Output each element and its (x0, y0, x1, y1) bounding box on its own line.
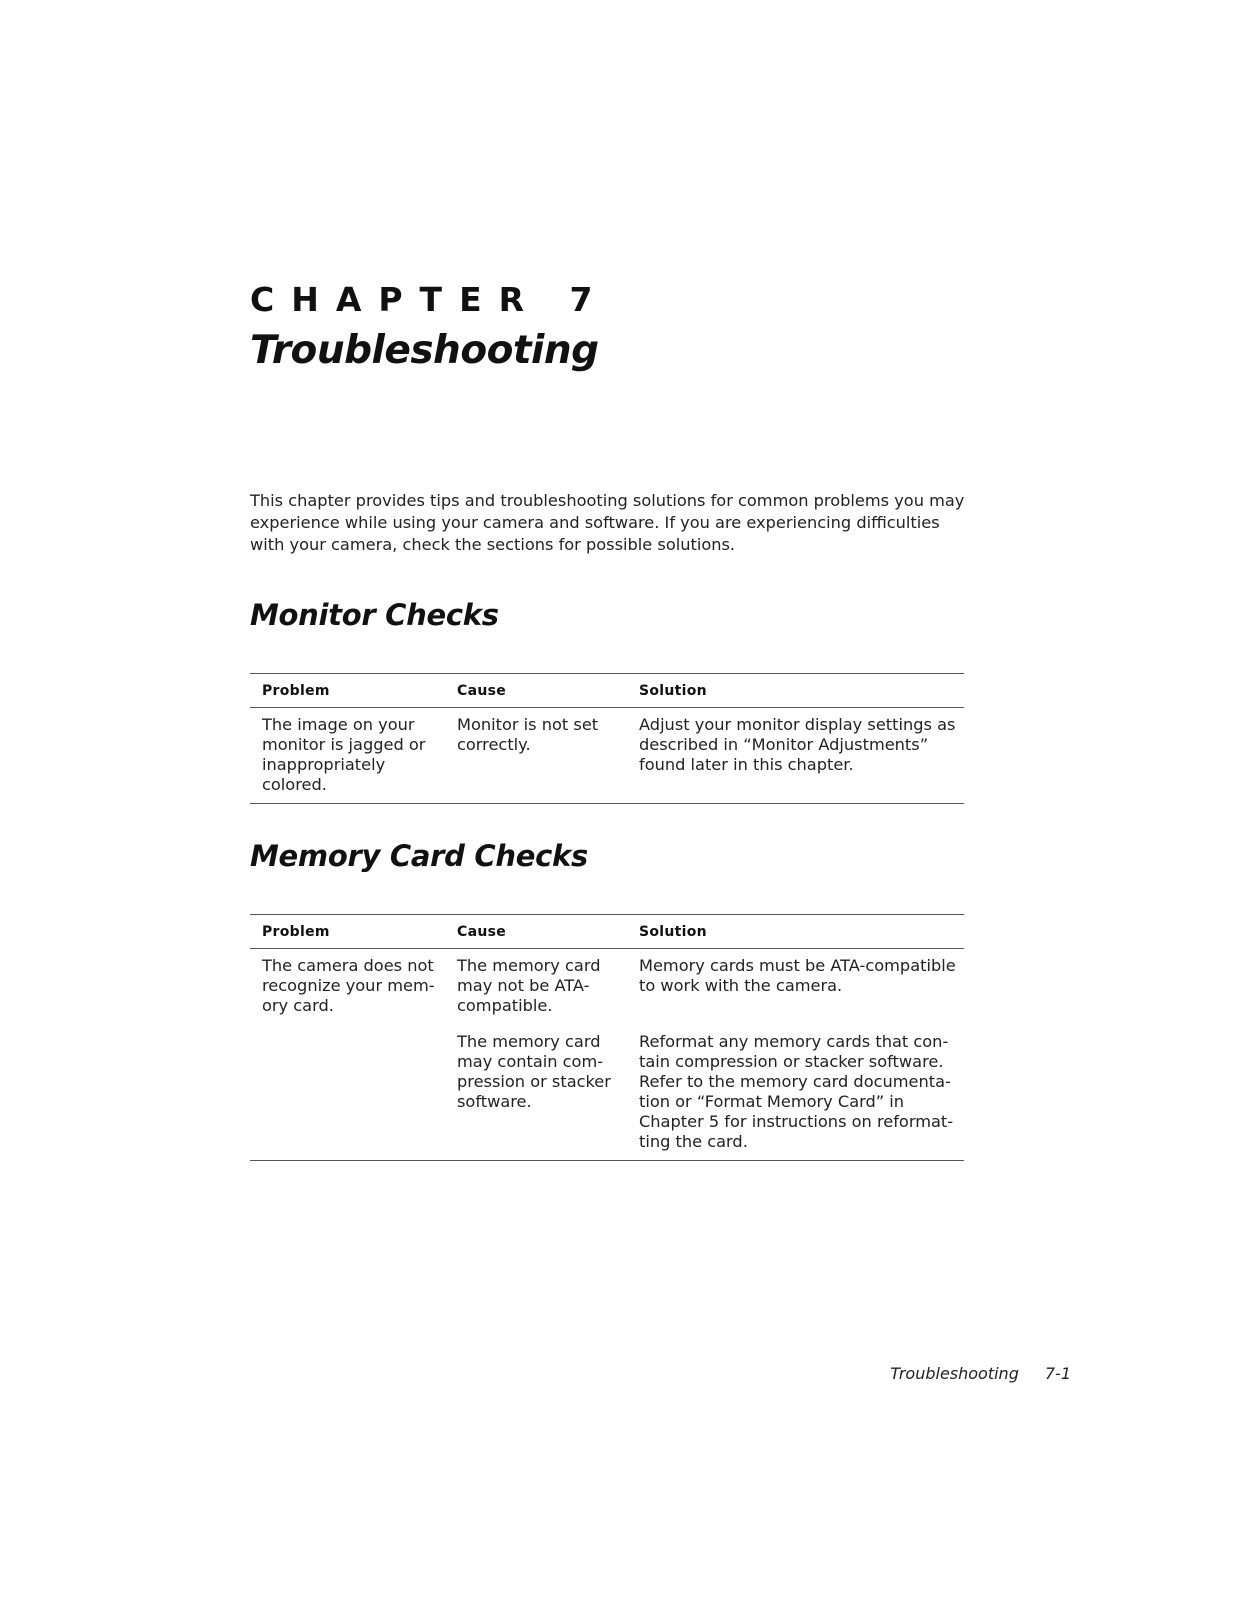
table-body (250, 708, 964, 803)
cell-cause: The memory card may contain com-pression or stacker software. (457, 1032, 611, 1111)
table-body (250, 949, 964, 1160)
monitor-checks-table (250, 673, 964, 804)
chapter-title: Troubleshooting (250, 328, 599, 373)
memory-card-checks-table (250, 914, 964, 1161)
column-header-cause: Cause (457, 682, 507, 699)
intro-paragraph: This chapter provides tips and troubleshooting solutions for common problems you may experience while using your camera and software. If you are experiencing difficulties with your camera, check the sections for possible solutions. (250, 491, 965, 554)
table-header-row (250, 915, 964, 949)
column-header-solution: Solution (639, 923, 707, 940)
cell-problem (250, 1032, 445, 1152)
cell-cause: The memory card may not be ATA-compatible. (457, 956, 601, 1015)
section-heading-monitor-checks: Monitor Checks (250, 598, 499, 632)
cell-problem: The camera does not recognize your mem-ory card. (262, 956, 435, 1015)
cell-solution: Adjust your monitor display settings as described in “Monitor Adjustments” found later in this chapter. (639, 715, 956, 774)
column-header-solution: Solution (639, 682, 707, 699)
cell-solution: Reformat any memory cards that con-tain compression or stacker software. Refer to the memory card documenta-tion or “Format Memory Card” in Chapter 5 for instructions on reformat-ting the card. (639, 1032, 954, 1151)
table-row (250, 715, 964, 795)
page-footer (890, 1364, 1071, 1383)
table-row (250, 1032, 964, 1152)
column-header-problem: Problem (262, 682, 330, 699)
cell-problem: The image on your monitor is jagged or inappropriately colored. (262, 715, 426, 794)
cell-solution: Memory cards must be ATA-compatible to work with the camera. (639, 956, 956, 995)
cell-cause: Monitor is not set correctly. (457, 715, 599, 754)
footer-section-name: Troubleshooting (890, 1364, 1019, 1383)
table-header-row (250, 674, 964, 708)
column-header-cause: Cause (457, 923, 507, 940)
column-header-problem: Problem (262, 923, 330, 940)
footer-page-number: 7-1 (1044, 1364, 1071, 1383)
chapter-label: CHAPTER 7 (250, 280, 610, 319)
table-row (250, 956, 964, 1016)
section-heading-memory-card-checks: Memory Card Checks (250, 839, 588, 873)
